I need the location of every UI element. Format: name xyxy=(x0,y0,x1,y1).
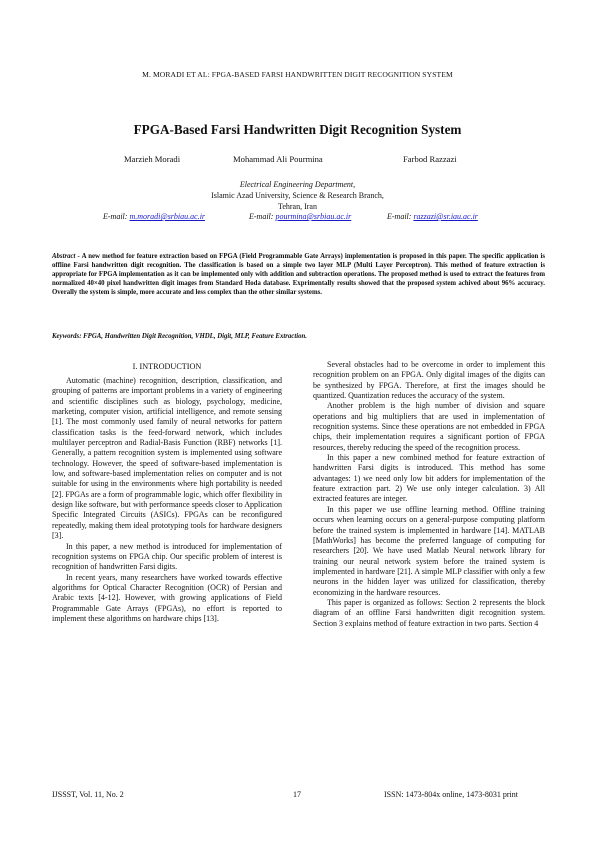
email-1 xyxy=(103,212,205,221)
keywords: Keywords: FPGA, Handwritten Digit Recognition, VHDL, Digit, MLP, Feature Extraction. xyxy=(52,333,307,340)
abstract xyxy=(52,252,545,297)
paragraph: In this paper, a new method is introduced for implementation of recognition systems on FPGA chip. Our specific problem of interest is recognition of handwritten Farsi digits. xyxy=(52,541,282,572)
right-column xyxy=(313,360,545,629)
footer-journal: IJSSST, Vol. 11, No. 2 xyxy=(52,790,124,799)
author-2: Mohammad Ali Pourmina xyxy=(233,154,323,164)
email-prefix: E-mail: xyxy=(249,212,276,221)
paragraph: Several obstacles had to be overcome in order to implement this recognition problem on an FPGA. Only digital images of the digits can be synthesized by FPGA. Therefore, at first the images should be quantized. Quantization reduces the accuracy of the system. xyxy=(313,360,545,401)
paragraph: Another problem is the high number of division and square operations and big multipliers that are used in implementation of recognition systems. Since these operations are not embedded in FPGA chips, their implementation requires a significant portion of FPGA resources, thereby reducing the speed of the recognition process. xyxy=(313,401,545,452)
running-header: M. MORADI ET AL: FPGA-BASED FARSI HANDWRITTEN DIGIT RECOGNITION SYSTEM xyxy=(142,70,453,79)
left-column xyxy=(52,376,282,624)
email-prefix: E-mail: xyxy=(387,212,414,221)
email-link-2[interactable]: pourmina@srbiau.ac.ir xyxy=(275,212,352,221)
paragraph: Automatic (machine) recognition, description, classification, and grouping of patterns are important problems in a variety of engineering and scientific disciplines such as biology, psychology, medicine, marketing, computer vision, artificial intelligence, and remote sensing [1]. The most commonly used family of neural networks for pattern classification tasks is the feed-forward network, which includes multilayer perceptron and Radial-Basis Function (RBF) networks [1]. Generally, a pattern recognition system is implemented using software technology. However, the speed of software-based implementation is low, and software-based implementation relies on computer and is not suitable for using in the environments where high portability is needed [2]. FPGAs are a form of programmable logic, which offer flexibility in design like software, but with performance speeds closer to Application Specific Integrated Circuits (ASICs). FPGAs can be reconfigured repeatedly, making them ideal prototyping tools for hardware designers [3]. xyxy=(52,376,282,541)
paragraph: In this paper a new combined method for feature extraction of handwritten Farsi digits is introduced. This method has some advantages: 1) we need only low bit adders for implementation of the feature extraction part. 2) We use only integer calculation. 3) All extracted features are integer. xyxy=(313,453,545,504)
paragraph: In recent years, many researchers have worked towards effective algorithms for Optical Character Recognition (OCR) of Persian and Arabic texts [4-12]. However, with growing applications of Field Programmable Gate Arrays (FPGAs), no effort is reported to implement these algorithms on hardware chips [13]. xyxy=(52,572,282,623)
footer-issn: ISSN: 1473-804x online, 1473-8031 print xyxy=(384,790,518,799)
affiliation-city: Tehran, Iran xyxy=(278,202,317,211)
paragraph: In this paper we use offline learning method. Offline training occurs when learning occurs on a general-purpose computing platform before the trained system is implemented in hardware [14]. MATLAB [MathWorks] has become the preferred language of computing for researchers [20]. We have used Matlab Neural network library for training our neural network system before the trained system is implemented in hardware [21]. A simple MLP classifier with only a few neurons in the hidden layer was utilized for classification, thereby economizing in the hardware resources. xyxy=(313,504,545,597)
email-prefix: E-mail: xyxy=(103,212,130,221)
footer-page-number: 17 xyxy=(293,790,301,799)
author-3: Farbod Razzazi xyxy=(403,154,457,164)
email-2 xyxy=(249,212,351,221)
section-heading-introduction: I. INTRODUCTION xyxy=(132,362,202,371)
email-link-1[interactable]: m.moradi@srbiau.ac.ir xyxy=(129,212,206,221)
affiliation-department: Electrical Engineering Department, xyxy=(239,180,356,189)
affiliation-university: Islamic Azad University, Science & Research Branch, xyxy=(211,191,384,200)
paper-title: FPGA-Based Farsi Handwritten Digit Recognition System xyxy=(133,122,462,137)
author-1: Marzieh Moradi xyxy=(124,154,181,164)
paragraph: This paper is organized as follows: Section 2 represents the block diagram of an offline Farsi handwritten digit recognition system. Section 3 explains method of feature extraction in two parts. Section 4 xyxy=(313,597,545,628)
abstract-text: A new method for feature extraction based on FPGA (Field Programmable Gate Arrays) implementation is proposed in this paper. The specific application is offline Farsi handwritten digit recognition. The classification is based on a simple two layer MLP (Multi Layer Perceptron). This method of feature extraction is appropriate for FPGA implementation as it can be implemented only with addition and subtraction operations. The proposed method is used to extract the features from normalized 40×40 pixel handwritten digit images from Standard Hoda database. Exprimentally results showed that the proposed system achived about 96% accuracy. Overally the system is simple, more accurate and less complex than the other similar systems. xyxy=(52,253,545,297)
email-3 xyxy=(387,212,478,221)
email-link-3[interactable]: razzazi@sr.iau.ac.ir xyxy=(413,212,478,221)
abstract-lead: Abstract - xyxy=(52,253,80,260)
